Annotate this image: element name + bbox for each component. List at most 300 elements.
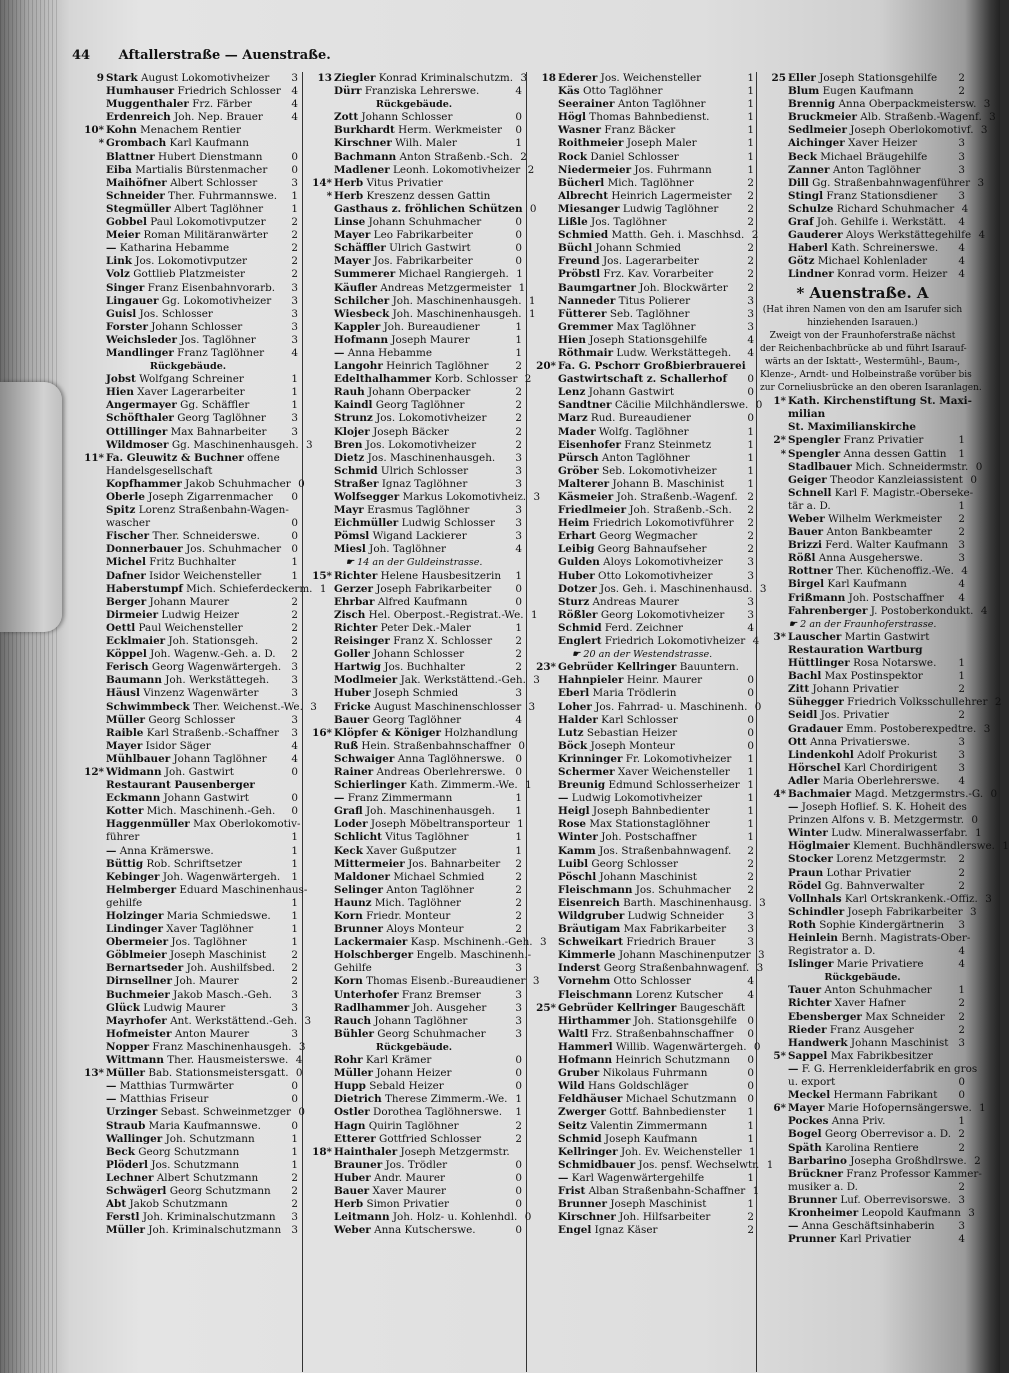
resident-entry bbox=[760, 762, 965, 775]
resident-surname: Radlhammer bbox=[334, 1001, 410, 1014]
resident-details: Max Taglöhner bbox=[616, 320, 696, 333]
resident-surname: Ottillinger bbox=[106, 425, 168, 438]
floor-number: 2 bbox=[747, 844, 754, 857]
resident-surname: Stocker bbox=[788, 853, 833, 866]
floor-number: 3 bbox=[958, 735, 965, 748]
floor-number: 0 bbox=[515, 124, 522, 137]
resident-info bbox=[106, 229, 284, 242]
resident-details: Maria Kaufmannswe. bbox=[148, 1119, 261, 1132]
resident-entry bbox=[760, 85, 965, 98]
resident-info bbox=[334, 1211, 517, 1224]
resident-info bbox=[334, 975, 525, 988]
resident-details: Ludwig Heizer bbox=[161, 608, 239, 621]
resident-entry bbox=[306, 72, 528, 85]
resident-details: Franziska Lehrerswe. bbox=[364, 85, 480, 98]
resident-entry bbox=[306, 150, 527, 164]
resident-details: Gottlieb Platzmeister bbox=[133, 268, 245, 281]
resident-surname: Hahnpieler bbox=[558, 674, 624, 687]
floor-number: 2 bbox=[747, 202, 754, 215]
resident-surname: Hofmann bbox=[558, 1054, 613, 1067]
resident-surname: Bren bbox=[334, 438, 363, 451]
resident-details: Joh. Maschinenhausgeh. bbox=[392, 294, 522, 307]
floor-number: 2 bbox=[515, 438, 522, 451]
resident-info bbox=[558, 871, 740, 884]
floor-number: 2 bbox=[958, 866, 965, 879]
resident-info bbox=[788, 421, 951, 434]
floor-number: 4 bbox=[291, 111, 298, 124]
floor-number: 2 bbox=[958, 1023, 965, 1036]
resident-details: Kasp. Mschinenh.-Geh. bbox=[410, 936, 533, 949]
resident-info bbox=[558, 687, 740, 700]
resident-info bbox=[334, 661, 508, 674]
resident-surname: Ott bbox=[788, 735, 807, 748]
floor-number: 4 bbox=[747, 988, 754, 1001]
floor-number: 1 bbox=[515, 1093, 522, 1106]
resident-surname: Buchmeier bbox=[106, 988, 170, 1001]
floor-number: 3 bbox=[291, 72, 298, 84]
resident-details: Bauuntern. bbox=[679, 661, 739, 674]
resident-info bbox=[788, 1115, 951, 1128]
resident-entry bbox=[530, 386, 754, 399]
resident-details: Anton Schuhmacher bbox=[824, 984, 932, 997]
resident-surname: Sedlmeier bbox=[788, 124, 847, 137]
floor-number: 4 bbox=[958, 216, 965, 229]
floor-number: 1 bbox=[958, 434, 965, 447]
resident-entry bbox=[78, 1106, 305, 1119]
resident-info bbox=[106, 740, 284, 753]
resident-surname: Heinlein bbox=[788, 932, 838, 944]
resident-surname: Gastwirtschaft z. Schallerhof bbox=[558, 373, 727, 386]
floor-number: 1 bbox=[291, 857, 298, 870]
floor-number: 1 bbox=[747, 1171, 754, 1184]
resident-entry bbox=[760, 997, 965, 1010]
resident-entry bbox=[760, 1115, 965, 1128]
floor-number: 3 bbox=[310, 700, 317, 713]
resident-info bbox=[558, 818, 740, 831]
resident-info bbox=[334, 386, 508, 399]
resident-surname: Spengler bbox=[788, 434, 841, 447]
resident-info bbox=[106, 1224, 284, 1237]
resident-surname: Haberl bbox=[788, 242, 828, 255]
floor-number: 3 bbox=[291, 1027, 298, 1040]
resident-surname: Schmid bbox=[334, 464, 378, 477]
resident-details: Matthias Turmwärter bbox=[119, 1080, 234, 1093]
resident-surname: Albrecht bbox=[558, 189, 609, 202]
resident-details: Jos. Weichensteller bbox=[600, 72, 702, 84]
resident-info bbox=[788, 1142, 951, 1155]
resident-info bbox=[788, 932, 970, 945]
floor-number: 2 bbox=[747, 216, 754, 229]
resident-entry bbox=[78, 504, 298, 517]
resident-entry bbox=[530, 687, 754, 700]
floor-number: 4 bbox=[291, 98, 298, 111]
resident-details: Leo Fabrikarbeiter bbox=[373, 229, 473, 242]
resident-entry bbox=[760, 1220, 965, 1233]
resident-info bbox=[334, 543, 508, 556]
resident-details: Friedrich Brauer bbox=[626, 936, 716, 949]
resident-details: Joh. Schutzmann bbox=[165, 1132, 255, 1145]
resident-info bbox=[788, 216, 951, 229]
floor-number: 2 bbox=[515, 648, 522, 661]
floor-number: 2 bbox=[747, 1211, 754, 1224]
resident-details: Joseph Kaufmann bbox=[604, 1132, 698, 1145]
resident-entry bbox=[760, 736, 965, 749]
floor-number: 3 bbox=[528, 700, 536, 713]
resident-details: Ludw. Mineralwasserfabr. bbox=[831, 827, 968, 840]
resident-details: Georg Wegmacher bbox=[599, 530, 698, 543]
resident-surname: Herb bbox=[334, 189, 364, 202]
house-number: 10* bbox=[84, 124, 104, 137]
resident-info bbox=[558, 111, 740, 124]
resident-surname: Rößl bbox=[788, 552, 816, 565]
resident-entry bbox=[760, 1142, 965, 1155]
resident-entry bbox=[760, 1024, 965, 1037]
resident-details: Joh. Straßenb.-Sch. bbox=[629, 504, 732, 517]
resident-details: Joh. Straßenb.-Wagenf. bbox=[616, 491, 738, 503]
resident-entry bbox=[760, 72, 965, 85]
resident-surname: Holschberger bbox=[334, 949, 414, 962]
resident-entry bbox=[760, 176, 985, 190]
row-text: Rückgebäude. bbox=[149, 361, 227, 373]
resident-info bbox=[788, 644, 951, 657]
resident-entry bbox=[78, 1080, 298, 1093]
floor-number: 3 bbox=[291, 425, 298, 438]
floor-number: 2 bbox=[958, 1141, 965, 1154]
resident-details: Jos. Privatier bbox=[820, 709, 889, 722]
resident-details: Roman Militäranwärter bbox=[143, 229, 268, 242]
floor-number: 3 bbox=[291, 333, 298, 346]
resident-details: Max Schneider bbox=[865, 1010, 945, 1023]
resident-surname: Korn bbox=[334, 910, 363, 922]
resident-entry bbox=[530, 845, 754, 858]
floor-number: 1 bbox=[515, 320, 522, 333]
resident-entry bbox=[306, 530, 522, 543]
floor-number: 2 bbox=[747, 517, 754, 530]
resident-info bbox=[788, 1102, 972, 1115]
resident-surname: — bbox=[788, 1062, 799, 1075]
resident-entry bbox=[306, 543, 522, 556]
resident-info bbox=[788, 749, 951, 762]
resident-surname: Schermer bbox=[558, 765, 615, 778]
resident-surname: Lenz bbox=[558, 386, 586, 399]
resident-entry bbox=[530, 779, 754, 792]
resident-details: Johann Maschinenputzer bbox=[618, 949, 751, 962]
resident-entry bbox=[306, 465, 522, 478]
resident-surname: Maihöfner bbox=[106, 176, 167, 189]
resident-surname: Etterer bbox=[334, 1132, 376, 1145]
resident-details: Simon Privatier bbox=[366, 1198, 449, 1211]
resident-surname: Schnell bbox=[788, 486, 832, 499]
floor-number: 3 bbox=[515, 451, 522, 464]
resident-info bbox=[334, 203, 523, 216]
floor-number: 3 bbox=[747, 320, 754, 333]
resident-surname: Spitz bbox=[106, 504, 136, 517]
resident-surname: Kopfhammer bbox=[106, 477, 182, 490]
floor-number: 1 bbox=[747, 1198, 754, 1211]
floor-number: 3 bbox=[958, 748, 965, 761]
resident-surname: Sturz bbox=[558, 595, 590, 608]
resident-surname: Heim bbox=[558, 517, 590, 530]
resident-details: u. export bbox=[788, 1076, 836, 1089]
resident-surname: Marz bbox=[558, 412, 588, 425]
resident-info bbox=[106, 439, 299, 452]
resident-surname: Gremmer bbox=[558, 320, 614, 333]
house-number: 14* bbox=[312, 176, 332, 189]
resident-details: Joseph Maler bbox=[626, 137, 697, 150]
resident-info bbox=[334, 1106, 508, 1119]
resident-info bbox=[788, 1076, 951, 1089]
resident-details: Johann Oberpacker bbox=[368, 386, 471, 399]
resident-details: Hans Goldschläger bbox=[587, 1080, 689, 1093]
resident-entry bbox=[306, 674, 540, 687]
resident-surname: Schöfthaler bbox=[106, 412, 174, 425]
resident-surname: Wittmann bbox=[106, 1054, 164, 1067]
floor-number: 2 bbox=[515, 870, 522, 883]
floor-number: 3 bbox=[958, 918, 965, 931]
resident-details: Georg Schutzmann bbox=[138, 1145, 240, 1158]
floor-number: 0 bbox=[747, 674, 754, 687]
floor-number: 4 bbox=[958, 591, 965, 604]
resident-details: Xaver Hafner bbox=[834, 997, 906, 1010]
resident-entry bbox=[306, 478, 522, 491]
resident-details: Jos. Fabrikarbeiter bbox=[373, 255, 473, 268]
resident-info bbox=[334, 334, 508, 347]
resident-entry bbox=[306, 766, 522, 779]
resident-entry bbox=[78, 386, 298, 399]
resident-details: Leopold Kaufmann bbox=[861, 1206, 961, 1219]
resident-details: Bernh. Magistrats-Ober- bbox=[841, 932, 971, 944]
resident-details: Anna Privatierswe. bbox=[809, 735, 910, 748]
resident-surname: — bbox=[106, 844, 117, 857]
resident-entry bbox=[530, 556, 754, 569]
resident-entry bbox=[760, 500, 965, 513]
floor-number: 3 bbox=[747, 307, 754, 320]
resident-info bbox=[106, 347, 284, 360]
floor-number: 3 bbox=[958, 189, 965, 202]
resident-info bbox=[334, 1185, 508, 1198]
resident-info bbox=[558, 609, 740, 622]
resident-info bbox=[334, 622, 508, 635]
floor-number: 1 bbox=[958, 1115, 965, 1128]
floor-number: 1 bbox=[291, 1158, 298, 1171]
resident-info bbox=[106, 137, 284, 150]
resident-details: Franz Maschinenhausgeh. bbox=[152, 1040, 292, 1053]
resident-info bbox=[558, 714, 740, 727]
floor-number: 3 bbox=[291, 988, 298, 1001]
floor-number: 1 bbox=[291, 189, 298, 202]
resident-entry bbox=[78, 321, 298, 334]
floor-number: 0 bbox=[747, 1080, 754, 1093]
resident-surname: Richter bbox=[334, 621, 378, 634]
floor-number: 1 bbox=[291, 202, 298, 215]
floor-number: 2 bbox=[291, 621, 298, 634]
house-number: 1* bbox=[773, 395, 786, 408]
resident-surname: Glück bbox=[106, 1001, 140, 1014]
resident-info bbox=[788, 1233, 951, 1246]
resident-info bbox=[334, 268, 509, 281]
floor-number: 2 bbox=[747, 255, 754, 268]
resident-details: Xaver Taglöhner bbox=[166, 923, 254, 936]
resident-surname: Urzinger bbox=[106, 1106, 158, 1119]
resident-surname: Edelthalhammer bbox=[334, 373, 432, 386]
resident-details: Anton Taglöhner bbox=[832, 163, 921, 176]
floor-number: 1 bbox=[1002, 840, 1009, 853]
resident-info bbox=[334, 465, 508, 478]
resident-surname: Fleischmann bbox=[558, 988, 633, 1001]
street-description bbox=[760, 304, 965, 317]
resident-details: Bab. Stationsmeistersgatt. bbox=[148, 1067, 289, 1080]
resident-entry bbox=[760, 905, 977, 919]
floor-number: 2 bbox=[747, 268, 754, 281]
resident-info bbox=[334, 923, 508, 936]
resident-info bbox=[334, 452, 508, 465]
floor-number: 0 bbox=[755, 399, 763, 412]
resident-info bbox=[788, 1220, 951, 1233]
resident-info bbox=[558, 334, 740, 347]
resident-details: wascher bbox=[106, 517, 151, 530]
resident-entry bbox=[760, 787, 998, 801]
resident-details: Joseph Stationsgehilfe bbox=[819, 72, 938, 84]
floor-number: 1 bbox=[516, 268, 523, 281]
resident-entry bbox=[530, 858, 754, 871]
resident-info bbox=[106, 858, 284, 871]
resident-surname: Langohr bbox=[334, 360, 383, 373]
resident-details: Joh. Gehilfe i. Werkstätt. bbox=[816, 216, 947, 229]
resident-info bbox=[558, 556, 740, 569]
resident-entry bbox=[530, 255, 754, 268]
resident-details: Vinzenz Wagenwärter bbox=[143, 687, 259, 700]
resident-entry bbox=[530, 570, 754, 583]
resident-entry bbox=[78, 858, 298, 871]
floor-number: 0 bbox=[298, 1106, 305, 1119]
resident-info bbox=[558, 439, 740, 452]
resident-entry bbox=[760, 216, 965, 229]
resident-info bbox=[558, 255, 740, 268]
floor-number: 2 bbox=[958, 997, 965, 1010]
resident-surname: Mayer bbox=[106, 739, 143, 752]
resident-info bbox=[334, 111, 508, 124]
floor-number: 3 bbox=[291, 176, 298, 189]
resident-details: Johann Heizer bbox=[376, 1067, 452, 1080]
resident-info bbox=[334, 412, 508, 425]
resident-surname: Mittermeier bbox=[334, 857, 405, 870]
row-text: Klenze-, Arndt- und Holbeinstraße vorüber bis bbox=[760, 369, 972, 380]
resident-surname: Rock bbox=[558, 150, 588, 163]
floor-number: 3 bbox=[515, 988, 522, 1001]
resident-entry bbox=[760, 565, 968, 578]
floor-number: 0 bbox=[958, 1089, 965, 1102]
resident-info bbox=[558, 308, 740, 321]
resident-info bbox=[334, 740, 511, 753]
resident-surname: Dietrich bbox=[334, 1093, 382, 1106]
floor-number: 2 bbox=[291, 949, 298, 962]
resident-info bbox=[334, 831, 508, 844]
resident-surname: Widmann bbox=[106, 765, 162, 778]
resident-info bbox=[788, 853, 951, 866]
floor-number: 1 bbox=[291, 910, 298, 922]
resident-info bbox=[334, 164, 520, 177]
floor-number: 2 bbox=[747, 543, 754, 556]
resident-surname: Kamm bbox=[558, 844, 596, 857]
resident-details: Dorothea Taglöhnerswe. bbox=[373, 1106, 503, 1119]
resident-surname: Schilcher bbox=[334, 294, 390, 307]
floor-number: 1 bbox=[291, 831, 298, 844]
resident-surname: Rainer bbox=[334, 765, 374, 778]
resident-info bbox=[558, 1185, 745, 1198]
resident-info bbox=[106, 556, 284, 569]
resident-details: Vitus Privatier bbox=[366, 176, 443, 189]
resident-details: Ant. Werkstättend.-Geh. bbox=[170, 1014, 298, 1027]
floor-number: 0 bbox=[515, 1080, 522, 1093]
resident-details: Xaver Heizer bbox=[848, 137, 918, 150]
resident-info bbox=[106, 1172, 284, 1185]
resident-surname: Ecklmaier bbox=[106, 635, 166, 648]
resident-surname: Pröbstl bbox=[558, 268, 601, 281]
resident-details: Anna Hebamme bbox=[347, 346, 433, 359]
floor-number: 0 bbox=[958, 1076, 965, 1089]
resident-surname: Stadlbauer bbox=[788, 460, 852, 473]
resident-surname: Lindenkohl bbox=[788, 748, 854, 761]
resident-entry bbox=[306, 1106, 522, 1119]
resident-entry bbox=[78, 740, 298, 753]
resident-entry bbox=[530, 282, 754, 295]
resident-details: Joseph Maschinist bbox=[169, 949, 267, 962]
resident-surname: Stark bbox=[106, 72, 138, 84]
resident-details: Otto Lokomotivheizer bbox=[598, 569, 713, 582]
floor-number: 2 bbox=[515, 857, 522, 870]
resident-details: Joh. Nep. Brauer bbox=[174, 111, 263, 124]
resident-entry bbox=[760, 552, 965, 565]
resident-entry bbox=[78, 530, 298, 543]
resident-entry bbox=[306, 163, 535, 177]
resident-surname: Erdenreich bbox=[106, 111, 171, 124]
floor-number: 2 bbox=[958, 879, 965, 892]
resident-details: Ignaz Käser bbox=[594, 1224, 658, 1237]
resident-info bbox=[558, 897, 752, 910]
resident-info bbox=[334, 72, 513, 85]
resident-surname: Dirnsellner bbox=[106, 975, 172, 988]
resident-surname: — bbox=[788, 1220, 799, 1233]
resident-entry bbox=[306, 661, 522, 674]
resident-entry bbox=[306, 1146, 522, 1159]
house-number: 2* bbox=[773, 434, 786, 447]
resident-entry bbox=[78, 831, 298, 844]
resident-surname: Brizzi bbox=[788, 539, 822, 552]
resident-surname: Bühler bbox=[334, 1027, 374, 1040]
resident-info bbox=[106, 714, 284, 727]
resident-info bbox=[334, 1120, 508, 1133]
resident-info bbox=[558, 478, 740, 491]
floor-number: 4 bbox=[747, 975, 754, 988]
resident-entry bbox=[78, 164, 298, 177]
resident-info bbox=[334, 962, 508, 975]
resident-surname: Kohn bbox=[106, 124, 137, 137]
resident-details: Karl Chordirigent bbox=[843, 761, 938, 774]
floor-number: 1 bbox=[291, 386, 298, 399]
resident-surname: Fischer bbox=[106, 530, 150, 543]
floor-number: 3 bbox=[291, 1001, 298, 1014]
resident-entry bbox=[78, 962, 298, 975]
resident-surname: Nanneder bbox=[558, 294, 616, 307]
resident-info bbox=[788, 1050, 951, 1063]
resident-details: Hel. Oberpost.-Registrat.-We. bbox=[368, 608, 524, 621]
resident-surname: Schwaiger bbox=[334, 752, 395, 765]
resident-info bbox=[788, 1089, 951, 1102]
floor-number: 1 bbox=[747, 1106, 754, 1119]
resident-details: Franz Ausgeher bbox=[829, 1023, 914, 1036]
resident-info bbox=[558, 321, 740, 334]
resident-entry bbox=[78, 622, 298, 635]
